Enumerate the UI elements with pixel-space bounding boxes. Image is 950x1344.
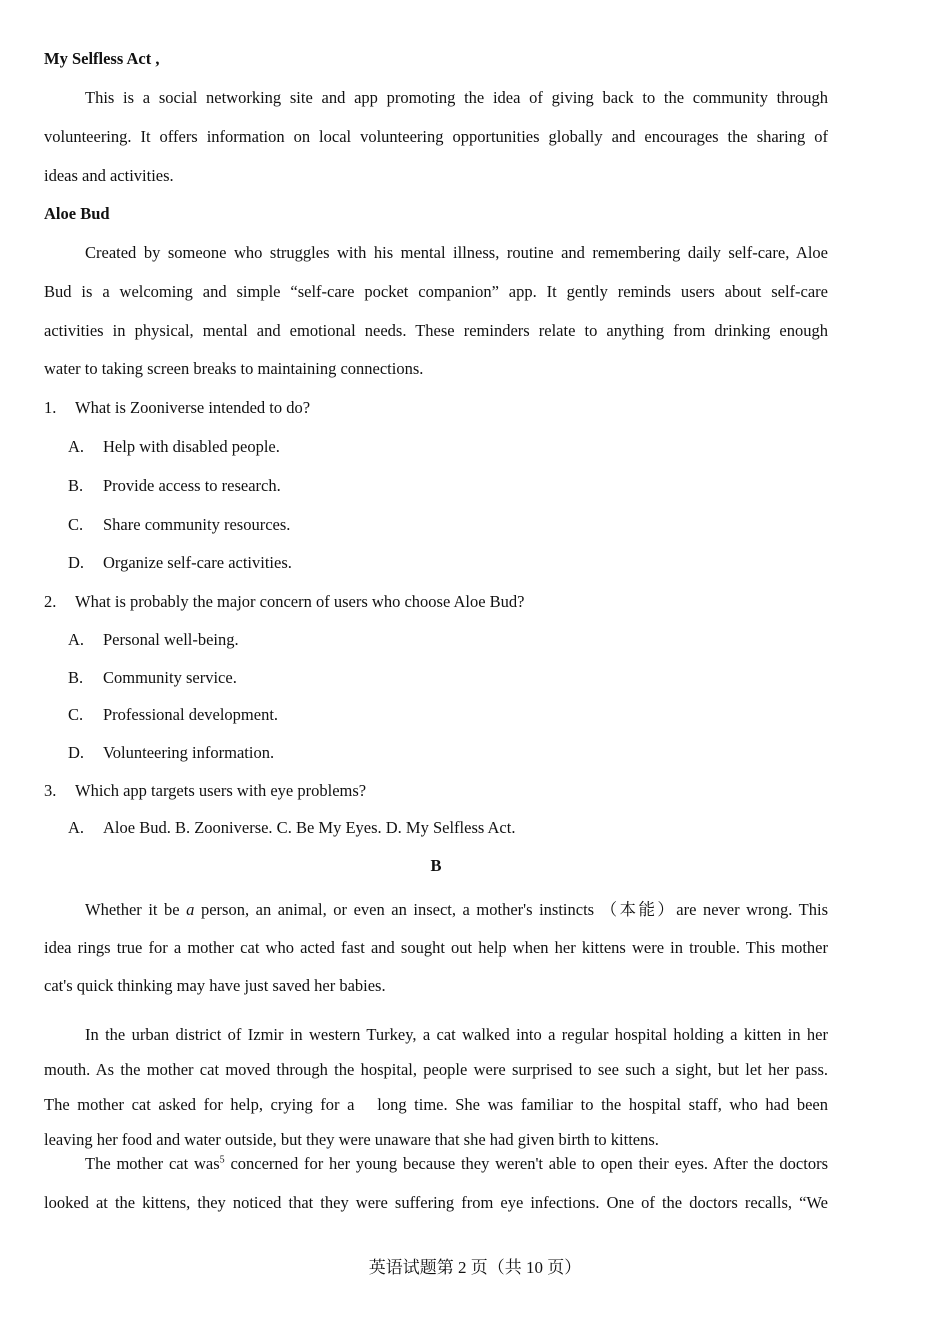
- paragraph-line: ideas and activities.: [44, 166, 174, 185]
- paragraph-line: idea rings true for a mother cat who acted fast and sought out help when her kittens were in trouble. This mother: [44, 938, 828, 957]
- option-1c: [44, 515, 828, 537]
- option-letter: A.: [68, 818, 85, 837]
- option-letter: A.: [68, 630, 85, 649]
- option-text: Provide access to research.: [103, 476, 281, 495]
- paragraph-line: water to taking screen breaks to maintaining connections.: [44, 359, 424, 378]
- option-text: Share community resources.: [103, 515, 291, 534]
- paragraph-line: In the urban district of Izmir in western Turkey, a cat walked into a regular hospital holding a kitten in her: [85, 1025, 828, 1044]
- question-number: 2.: [44, 592, 57, 611]
- paragraph-line: cat's quick thinking may have just saved her babies.: [44, 976, 386, 995]
- paragraph-line: mouth. As the mother cat moved through the hospital, people were surprised to see such a sight, but let her pass.: [44, 1060, 828, 1079]
- option-2c: [44, 705, 828, 727]
- text-span: The mother cat was: [85, 1154, 220, 1173]
- paragraph-line: volunteering. It offers information on local volunteering opportunities globally and encourages the sharing of: [44, 127, 828, 146]
- option-text: Help with disabled people.: [103, 437, 280, 456]
- page-footer: 英语试题第 2 页（共 10 页）: [368, 1258, 582, 1277]
- paragraph-line: Bud is a welcoming and simple “self-care pocket companion” app. It gently reminds users about self-care: [44, 282, 828, 301]
- paragraph-line: looked at the kittens, they noticed that they were suffering from eye infections. One of the doctors recalls, “We: [44, 1193, 828, 1212]
- option-text: Community service.: [103, 668, 237, 687]
- option-2b: [44, 668, 828, 690]
- paragraph-line: [85, 1154, 828, 1174]
- italic-word: a: [186, 900, 195, 919]
- option-text: Organize self-care activities.: [103, 553, 292, 572]
- paragraph-line: leaving her food and water outside, but they were unaware that she had given birth to kittens.: [44, 1130, 659, 1149]
- superscript: 5: [219, 1154, 225, 1166]
- question-text: What is probably the major concern of users who choose Aloe Bud?: [75, 592, 525, 611]
- question-1: [44, 398, 828, 420]
- question-2: [44, 592, 828, 614]
- option-letter: D.: [68, 553, 85, 572]
- option-letter: D.: [68, 743, 85, 762]
- paragraph-line: This is a social networking site and app promoting the idea of giving back to the community through: [85, 88, 828, 107]
- text-span: concerned for her young because they weren't able to open their eyes. After the doctors: [224, 1154, 829, 1173]
- question-number: 1.: [44, 398, 57, 417]
- option-text: Aloe Bud. B. Zooniverse. C. Be My Eyes. D. My Selfless Act.: [103, 818, 516, 837]
- paragraph-line: Created by someone who struggles with his mental illness, routine and remembering daily self-care, Aloe: [85, 243, 828, 262]
- option-2d: [44, 743, 828, 765]
- text-span: Whether it be: [85, 900, 187, 919]
- paragraph-line: [85, 896, 828, 920]
- question-3: [44, 781, 828, 803]
- part-b-label: B: [430, 856, 442, 875]
- option-1b: [44, 476, 828, 498]
- question-number: 3.: [44, 781, 57, 800]
- option-letter: B.: [68, 668, 84, 687]
- paragraph-line: activities in physical, mental and emotional needs. These reminders relate to anything from drinking enough: [44, 321, 828, 340]
- option-text: Professional development.: [103, 705, 279, 724]
- option-3a: [44, 818, 828, 840]
- section-heading-aloe-bud: Aloe Bud: [44, 204, 110, 223]
- option-letter: C.: [68, 705, 84, 724]
- question-text: Which app targets users with eye problems?: [75, 781, 367, 800]
- option-letter: C.: [68, 515, 84, 534]
- section-heading-my-selfless-act: My Selfless Act ,: [44, 49, 160, 68]
- option-text: Volunteering information.: [103, 743, 275, 762]
- option-text: Personal well-being.: [103, 630, 239, 649]
- option-letter: A.: [68, 437, 85, 456]
- paragraph-line: The mother cat asked for help, crying for a long time. She was familiar to the hospital staff, who had been: [44, 1095, 828, 1114]
- option-2a: [44, 630, 828, 652]
- question-text: What is Zooniverse intended to do?: [75, 398, 311, 417]
- option-letter: B.: [68, 476, 84, 495]
- option-1a: [44, 437, 828, 459]
- option-1d: [44, 553, 828, 575]
- text-span: person, an animal, or even an insect, a mother's instincts （本能）are never wrong. This: [194, 900, 828, 919]
